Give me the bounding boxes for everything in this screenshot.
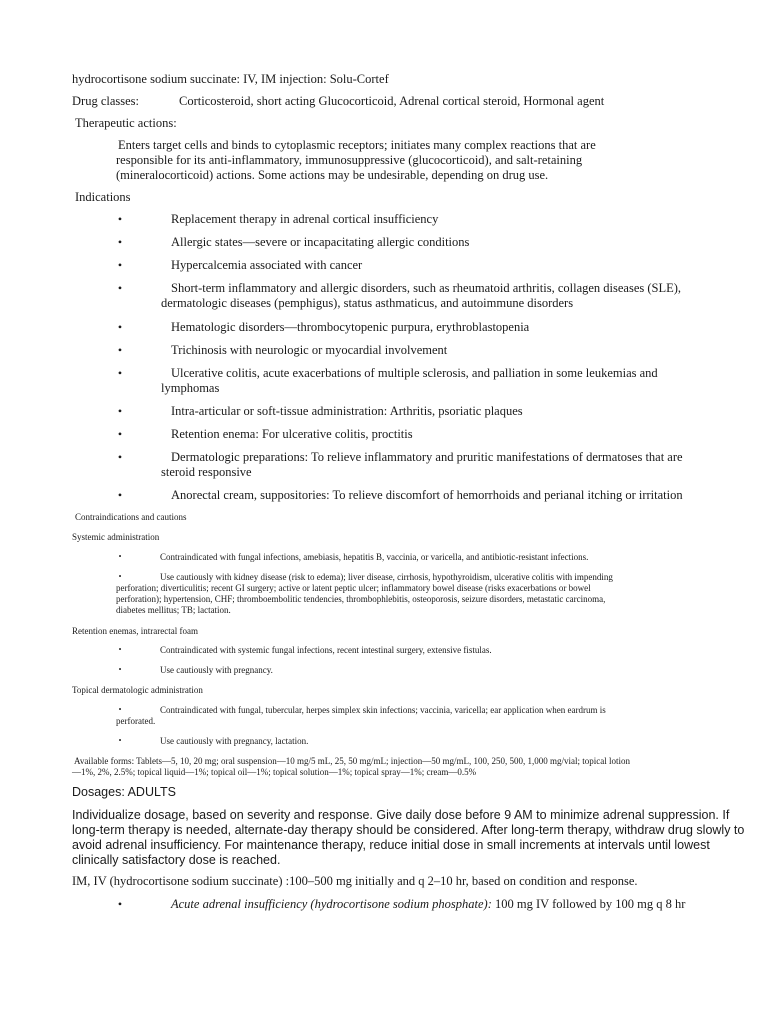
bullet-icon: • — [118, 552, 122, 561]
bullet-icon: • — [117, 258, 123, 272]
systemic-item-2-line-4: diabetes mellitus; TB; lactation. — [116, 605, 231, 615]
systemic-heading: Systemic administration — [72, 532, 160, 542]
topical-item-1-line-2: perforated. — [116, 716, 156, 726]
available-forms-line-1: Available forms: Tablets—5, 10, 20 mg; oral suspension—10 mg/5 mL, 25, 50 mg/mL; injection—50 mg/mL, 100, 250, 500, 1,000 mg/vial; topical lotion — [74, 756, 630, 766]
indication-item: Intra-articular or soft-tissue administration: Arthritis, psoriatic plaques — [171, 404, 523, 418]
systemic-item-2-line-2: perforation; diverticulitis; recent GI surgery; active or latent peptic ulcer; inflammatory bowel disease (risks exacerbations or bowel — [116, 583, 591, 593]
bullet-icon: • — [117, 320, 123, 334]
bullet-icon: • — [117, 343, 123, 357]
bullet-icon: • — [117, 427, 123, 441]
bullet-icon: • — [118, 665, 122, 674]
bullet-icon: • — [117, 366, 123, 380]
acute-insufficiency-label: Acute adrenal insufficiency (hydrocortisone sodium phosphate): — [171, 897, 492, 911]
indication-item: Anorectal cream, suppositories: To relieve discomfort of hemorrhoids and perianal itching or irritation — [171, 488, 683, 502]
indication-item: Trichinosis with neurologic or myocardial involvement — [171, 343, 448, 357]
im-iv-dosage-line: IM, IV (hydrocortisone sodium succinate) :100–500 mg initially and q 2–10 hr, based on condition and response. — [72, 874, 638, 888]
therapeutic-heading: Therapeutic actions: — [75, 116, 177, 130]
indication-item-continuation: lymphomas — [161, 381, 220, 395]
systemic-item-2-line-3: perforation); hypertension, CHF; thromboembolitic tendencies, thrombophlebitis, osteoporosis, seizure disorders, metastatic carcinoma, — [116, 594, 606, 604]
dosage-line-4: clinically satisfactory dose is reached. — [72, 853, 281, 867]
retention-item-2: Use cautiously with pregnancy. — [160, 665, 273, 675]
bullet-icon: • — [118, 705, 122, 714]
indication-item: Dermatologic preparations: To relieve inflammatory and pruritic manifestations of dermatoses that are — [171, 450, 683, 464]
bullet-icon: • — [118, 645, 122, 654]
drug-classes-label: Drug classes: — [72, 94, 139, 108]
systemic-item-2-line-1: Use cautiously with kidney disease (risk to edema); liver disease, cirrhosis, hypothyroidism, ulcerative colitis with impending — [160, 572, 613, 582]
retention-item-1: Contraindicated with systemic fungal infections, recent intestinal surgery, extensive fistulas. — [160, 645, 492, 655]
dosages-heading: Dosages: ADULTS — [72, 785, 176, 799]
indication-item: Replacement therapy in adrenal cortical insufficiency — [171, 212, 439, 226]
indication-item: Hematologic disorders—thrombocytopenic purpura, erythroblastopenia — [171, 320, 530, 334]
indication-item: Short-term inflammatory and allergic disorders, such as rheumatoid arthritis, collagen diseases (SLE), — [171, 281, 682, 295]
therapeutic-line-3: (mineralocorticoid) actions. Some actions may be undesirable, depending on drug use. — [116, 168, 549, 182]
topical-item-1-line-1: Contraindicated with fungal, tubercular, herpes simplex skin infections; vaccinia, varicella; ear application when eardrum is — [160, 705, 606, 715]
document-title: hydrocortisone sodium succinate: IV, IM injection: Solu-Cortef — [72, 72, 389, 86]
indication-item-continuation: steroid responsive — [161, 465, 252, 479]
bullet-icon: • — [117, 488, 123, 502]
acute-insufficiency-line — [171, 897, 685, 912]
indication-item-continuation: dermatologic diseases (pemphigus), status asthmaticus, and autoimmune disorders — [161, 296, 574, 310]
bullet-icon: • — [117, 281, 123, 295]
acute-insufficiency-dose: 100 mg IV followed by 100 mg q 8 hr — [491, 897, 686, 911]
indication-item: Ulcerative colitis, acute exacerbations of multiple sclerosis, and palliation in some leukemias and — [171, 366, 658, 380]
topical-item-2: Use cautiously with pregnancy, lactation. — [160, 736, 309, 746]
indication-item: Hypercalcemia associated with cancer — [171, 258, 363, 272]
topical-heading: Topical dermatologic administration — [72, 685, 203, 695]
drug-classes-row — [72, 94, 604, 109]
dosage-line-3: avoid adrenal insufficiency. For maintenance therapy, reduce initial dose in small increments at intervals until lowest — [72, 838, 710, 852]
drug-classes-value: Corticosteroid, short acting Glucocorticoid, Adrenal cortical steroid, Hormonal agent — [179, 94, 605, 108]
bullet-icon: • — [117, 897, 123, 911]
bullet-icon: • — [117, 235, 123, 249]
bullet-icon: • — [118, 736, 122, 745]
dosage-line-1: Individualize dosage, based on severity and response. Give daily dose before 9 AM to minimize adrenal suppression. If — [72, 808, 730, 822]
available-forms-line-2: —1%, 2%, 2.5%; topical liquid—1%; topical oil—1%; topical solution—1%; topical spray—1%; cream—0.5% — [72, 767, 477, 777]
indications-heading: Indications — [75, 190, 131, 204]
therapeutic-line-2: responsible for its anti-inflammatory, immunosuppressive (glucocorticoid), and salt-retaining — [116, 153, 583, 167]
bullet-icon: • — [117, 404, 123, 418]
bullet-icon: • — [118, 572, 122, 581]
dosage-line-2: long-term therapy is needed, alternate-day therapy should be considered. After long-term therapy, withdraw drug slowly to — [72, 823, 745, 837]
bullet-icon: • — [117, 212, 123, 226]
bullet-icon: • — [117, 450, 123, 464]
indication-item: Allergic states—severe or incapacitating allergic conditions — [171, 235, 470, 249]
therapeutic-line-1: Enters target cells and binds to cytoplasmic receptors; initiates many complex reactions that are — [118, 138, 596, 152]
systemic-item-1: Contraindicated with fungal infections, amebiasis, hepatitis B, vaccinia, or varicella, and antibiotic-resistant infections. — [160, 552, 589, 562]
retention-heading: Retention enemas, intrarectal foam — [72, 626, 198, 636]
indication-item: Retention enema: For ulcerative colitis, proctitis — [171, 427, 413, 441]
contraindications-heading: Contraindications and cautions — [75, 512, 187, 522]
